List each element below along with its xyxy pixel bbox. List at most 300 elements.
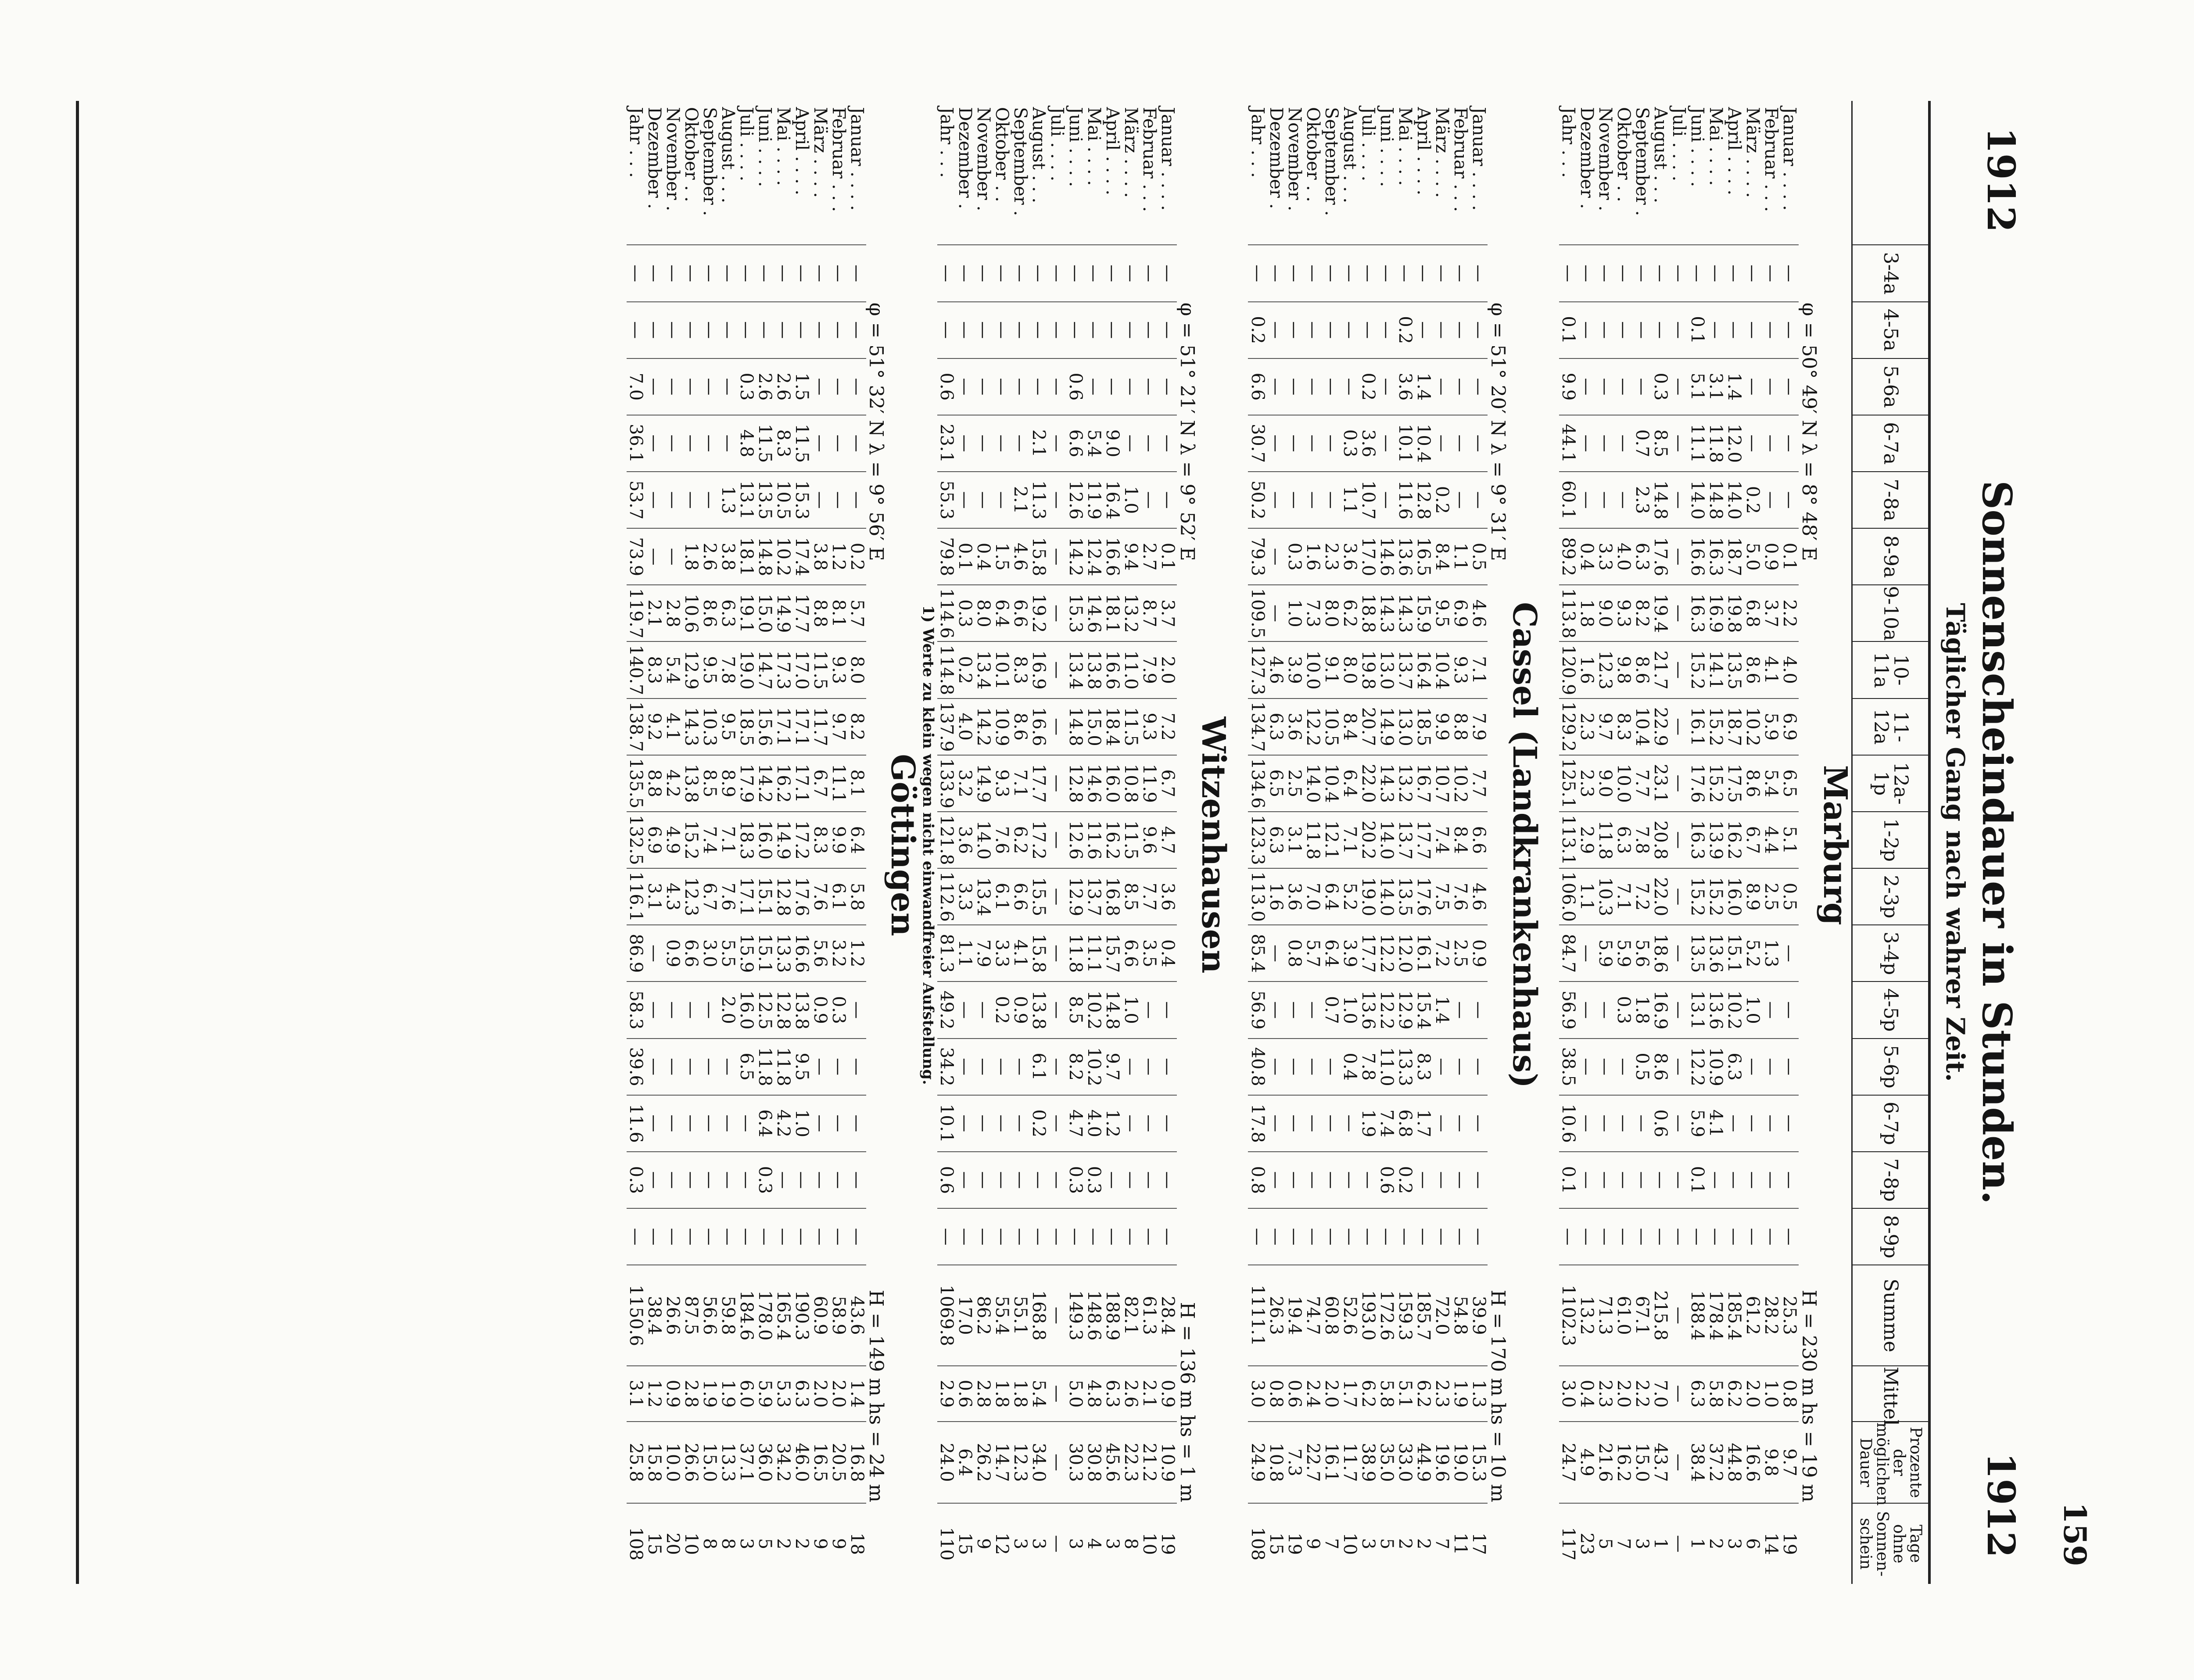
table-cell: 8.6 <box>1651 1039 1670 1095</box>
table-cell: 6.3 <box>1688 1366 1706 1422</box>
table-cell: 33.0 <box>1395 1422 1414 1503</box>
table-cell: — <box>1633 245 1651 301</box>
table-cell: — <box>1048 641 1066 698</box>
table-cell: 3 <box>1066 1503 1085 1584</box>
table-cell: 10.6 <box>682 585 700 641</box>
table-cell: — <box>1266 981 1285 1038</box>
latitude: φ = 51° 20′ N <box>1487 302 1509 437</box>
table-cell: 14.0 <box>1725 472 1743 528</box>
table-cell: 2.3 <box>1432 1366 1451 1422</box>
table-cell: 7.1 <box>1011 755 1029 812</box>
table-cell: 49.2 <box>937 981 956 1038</box>
column-header: 6-7p <box>1852 1095 1930 1152</box>
table-cell: 13.6 <box>1359 981 1377 1038</box>
table-cell: — <box>848 981 866 1038</box>
table-cell: 9 <box>811 1503 829 1584</box>
table-cell: — <box>1048 1095 1066 1152</box>
table-cell: — <box>1322 1208 1340 1265</box>
table-cell: — <box>1743 415 1762 472</box>
table-cell: — <box>1377 245 1395 301</box>
table-cell: 6.3 <box>792 1366 811 1422</box>
table-cell: — <box>1266 528 1285 585</box>
table-cell: 15.5 <box>1029 868 1048 925</box>
table-cell: 4.3 <box>663 868 682 925</box>
table-cell: 16.2 <box>1103 812 1122 868</box>
table-cell: — <box>1285 1152 1303 1208</box>
table-cell: 4 <box>1085 1503 1103 1584</box>
table-cell: 3.0 <box>700 925 719 981</box>
table-cell: — <box>1359 245 1377 301</box>
column-header <box>1852 101 1930 245</box>
table-cell: 17.9 <box>737 755 756 812</box>
table-cell: 17.1 <box>737 868 756 925</box>
table-cell: 8 <box>700 1503 719 1584</box>
table-cell: 7.5 <box>1432 868 1451 925</box>
table-cell: 18.1 <box>1103 585 1122 641</box>
month-label: April . . . . <box>792 107 812 195</box>
table-cell: 2.5 <box>1285 755 1303 812</box>
table-cell: 17.2 <box>792 812 811 868</box>
table-cell: 7.4 <box>700 812 719 868</box>
table-cell: 3.5 <box>1140 925 1158 981</box>
table-cell: 7.9 <box>1469 699 1488 755</box>
table-cell: 0.6 <box>1377 1152 1395 1208</box>
table-cell: 19.8 <box>1725 585 1743 641</box>
table-cell: 1.2 <box>848 925 866 981</box>
table-cell: — <box>1670 925 1688 981</box>
table-cell: 9.3 <box>829 641 848 698</box>
table-cell: 2.3 <box>1596 1366 1614 1422</box>
table-cell: — <box>1651 302 1670 358</box>
table-cell: — <box>1122 1095 1140 1152</box>
table-cell: — <box>1011 1039 1029 1095</box>
table-cell: — <box>682 1152 700 1208</box>
table-cell: — <box>1303 981 1322 1038</box>
table-cell: 9.4 <box>1122 528 1140 585</box>
table-cell: — <box>663 1095 682 1152</box>
table-cell: — <box>848 302 866 358</box>
table-cell: 6.2 <box>1359 1366 1377 1422</box>
table-cell: 5 <box>1377 1503 1395 1584</box>
station-height: H = 136 m <box>1176 1302 1198 1409</box>
table-cell: 8.3 <box>1011 641 1029 698</box>
table-cell: 17.1 <box>792 755 811 812</box>
month-label: März . . . . <box>1742 107 1763 198</box>
month-label: August . . . <box>718 107 739 203</box>
table-cell: 16.9 <box>1651 981 1670 1038</box>
table-cell: 4.6 <box>1469 585 1488 641</box>
table-cell: 13.0 <box>1377 641 1395 698</box>
table-cell: 8.5 <box>1122 868 1140 925</box>
table-cell: — <box>1266 925 1285 981</box>
table-cell: — <box>1577 1095 1596 1152</box>
table-cell: — <box>1451 1208 1469 1265</box>
table-cell: 17.7 <box>792 585 811 641</box>
table-cell: — <box>737 1152 756 1208</box>
table-cell: 10.5 <box>774 472 792 528</box>
table-cell: 14.7 <box>993 1422 1011 1503</box>
table-cell: 168.8 <box>1029 1265 1048 1366</box>
station-name: Göttingen <box>883 754 921 936</box>
year-left: 1912 <box>1979 127 2023 233</box>
table-cell: 137.9 <box>937 699 956 755</box>
table-cell: 86.2 <box>974 1265 993 1366</box>
table-cell: 58.3 <box>627 981 645 1038</box>
table-cell: — <box>1322 1039 1340 1095</box>
table-cell: — <box>829 302 848 358</box>
table-cell: 15 <box>645 1503 663 1584</box>
table-cell: — <box>645 1095 663 1152</box>
table-cell: — <box>663 981 682 1038</box>
table-cell: 14.6 <box>1085 585 1103 641</box>
table-cell: 9.0 <box>1596 585 1614 641</box>
table-cell: 135.5 <box>627 755 645 812</box>
table-cell: 20.8 <box>1651 812 1670 868</box>
table-cell: 15.9 <box>737 925 756 981</box>
table-cell: 6.7 <box>700 868 719 925</box>
table-cell: 0.2 <box>1432 472 1451 528</box>
table-cell: 3 <box>1633 1503 1651 1584</box>
table-cell: 39.6 <box>627 1039 645 1095</box>
month-label: Juli . . . . <box>1358 107 1378 182</box>
table-cell: 8.8 <box>645 755 663 812</box>
table-cell: — <box>1395 245 1414 301</box>
section-spacer <box>1541 101 1559 1584</box>
table-cell: — <box>1085 302 1103 358</box>
table-cell: 1.4 <box>1432 981 1451 1038</box>
table-row <box>682 101 700 1584</box>
table-cell: 0.7 <box>1633 415 1651 472</box>
table-cell: 1.0 <box>1122 981 1140 1038</box>
table-cell: 0.2 <box>1743 472 1762 528</box>
table-cell: — <box>1633 302 1651 358</box>
table-cell: — <box>1451 1039 1469 1095</box>
table-cell: 28.2 <box>1762 1265 1780 1366</box>
table-cell: — <box>792 302 811 358</box>
table-cell: 6.7 <box>811 755 829 812</box>
table-cell: — <box>663 415 682 472</box>
table-cell: 6.2 <box>1725 1366 1743 1422</box>
table-cell: — <box>1469 245 1488 301</box>
table-cell: 15.8 <box>1029 925 1048 981</box>
table-cell: — <box>1725 1208 1743 1265</box>
table-cell: — <box>1780 1039 1799 1095</box>
table-cell: 6.5 <box>1780 755 1799 812</box>
station-coordinates <box>1799 101 1818 1584</box>
table-cell: 10.3 <box>700 699 719 755</box>
table-cell: 19 <box>1285 1503 1303 1584</box>
table-cell: — <box>1266 1208 1285 1265</box>
table-cell: 6.8 <box>1395 1095 1414 1152</box>
table-cell: — <box>1158 415 1177 472</box>
table-cell: 0.9 <box>1469 925 1488 981</box>
table-cell: — <box>1670 1265 1688 1366</box>
table-cell: 6.4 <box>848 812 866 868</box>
table-cell: — <box>993 358 1011 415</box>
table-cell: 15.6 <box>756 699 774 755</box>
table-cell: — <box>1285 302 1303 358</box>
table-cell: — <box>792 1208 811 1265</box>
table-cell: — <box>1158 1039 1177 1095</box>
table-cell: 2.0 <box>829 1366 848 1422</box>
table-cell: 20 <box>663 1503 682 1584</box>
table-cell: 7.2 <box>1633 868 1651 925</box>
table-cell: — <box>1596 415 1614 472</box>
table-cell: 5.8 <box>1377 1366 1395 1422</box>
table-cell: — <box>1048 812 1066 868</box>
table-cell: — <box>682 981 700 1038</box>
table-cell: 30.8 <box>1085 1422 1103 1503</box>
table-cell: 8.1 <box>829 585 848 641</box>
column-header: 7-8p <box>1852 1152 1930 1208</box>
table-cell: — <box>1577 302 1596 358</box>
table-cell: — <box>1451 245 1469 301</box>
table-row <box>993 101 1011 1584</box>
table-cell: 6.0 <box>737 1366 756 1422</box>
table-cell: — <box>1596 302 1614 358</box>
table-cell: — <box>1303 302 1322 358</box>
table-cell: 8 <box>1122 1503 1140 1584</box>
table-cell: 149.3 <box>1066 1265 1085 1366</box>
column-header: 8-9p <box>1852 1208 1930 1265</box>
table-row <box>1706 101 1725 1584</box>
table-cell: 10.4 <box>1414 415 1432 472</box>
table-cell: 12.3 <box>682 868 700 925</box>
table-cell: 1.0 <box>1743 981 1762 1038</box>
table-cell: 30.7 <box>1248 415 1266 472</box>
table-cell: 2 <box>792 1503 811 1584</box>
table-cell: 215.8 <box>1651 1265 1670 1366</box>
station-coordinates <box>866 101 886 1584</box>
table-cell: 9.0 <box>1596 755 1614 812</box>
table-row <box>956 101 974 1584</box>
month-label: Juli . . . . <box>736 107 757 182</box>
table-cell: 2.5 <box>1762 868 1780 925</box>
table-cell: 17.6 <box>1651 528 1670 585</box>
table-cell: 7 <box>1432 1503 1451 1584</box>
table-cell: 39.9 <box>1469 1265 1488 1366</box>
table-cell: 9.8 <box>1762 1422 1780 1503</box>
table-cell: 8.4 <box>1451 812 1469 868</box>
table-cell: — <box>1670 981 1688 1038</box>
table-cell: 10.4 <box>1432 641 1451 698</box>
table-cell: 1.7 <box>1340 1366 1359 1422</box>
table-cell: 14.8 <box>1706 472 1725 528</box>
table-cell: — <box>1780 1152 1799 1208</box>
table-cell: 8.7 <box>1140 585 1158 641</box>
table-cell: 9.3 <box>1140 699 1158 755</box>
table-cell: 0.3 <box>1066 1152 1085 1208</box>
table-cell: 13.6 <box>1395 528 1414 585</box>
table-cell: — <box>974 1208 993 1265</box>
table-cell: 6.9 <box>1451 585 1469 641</box>
table-cell: 18.6 <box>1651 925 1670 981</box>
table-cell: 10.0 <box>1303 641 1322 698</box>
table-cell: 17.3 <box>774 641 792 698</box>
table-cell: 34.2 <box>937 1039 956 1095</box>
table-cell: — <box>811 1095 829 1152</box>
table-cell: 16.1 <box>1688 699 1706 755</box>
table-cell: 6.2 <box>1340 585 1359 641</box>
table-cell: 6.3 <box>1614 812 1633 868</box>
table-cell: 2.6 <box>774 358 792 415</box>
table-cell: — <box>1322 302 1340 358</box>
table-cell: — <box>1285 1095 1303 1152</box>
table-cell: 16.6 <box>1688 528 1706 585</box>
table-cell: 6.4 <box>956 1422 974 1503</box>
table-cell: 3.8 <box>811 528 829 585</box>
table-cell: — <box>1303 1095 1322 1152</box>
table-cell: 28.4 <box>1158 1265 1177 1366</box>
table-cell: 17.1 <box>792 699 811 755</box>
table-cell: 16.7 <box>1414 755 1432 812</box>
table-cell: — <box>1432 1152 1451 1208</box>
table-cell: 15.1 <box>756 868 774 925</box>
table-cell: 1.6 <box>1266 868 1285 925</box>
table-cell: 8.4 <box>1432 528 1451 585</box>
table-cell: — <box>682 1039 700 1095</box>
month-label: November . <box>973 107 994 211</box>
table-cell: — <box>1596 245 1614 301</box>
table-cell: 11.6 <box>627 1095 645 1152</box>
table-cell: 16.6 <box>1103 641 1122 698</box>
table-cell: — <box>627 1208 645 1265</box>
table-cell: 10.9 <box>1706 1039 1725 1095</box>
table-row <box>1451 101 1469 1584</box>
table-cell: — <box>956 981 974 1038</box>
month-label: Juni . . . . <box>755 107 775 187</box>
table-cell: 12.6 <box>1066 472 1085 528</box>
table-cell: 4.6 <box>1266 641 1285 698</box>
table-cell: 2.0 <box>1743 1366 1762 1422</box>
table-cell: 0.3 <box>1651 358 1670 415</box>
table-cell: 12.3 <box>1596 641 1614 698</box>
table-cell: — <box>774 245 792 301</box>
latitude: φ = 51° 21′ N <box>1176 302 1198 437</box>
table-cell: 1.7 <box>1414 1095 1432 1152</box>
table-cell: 13.4 <box>1066 641 1085 698</box>
month-label: Jahr . . . <box>1247 107 1268 178</box>
table-cell: — <box>1743 1095 1762 1152</box>
table-cell: — <box>1158 245 1177 301</box>
table-cell: — <box>1285 472 1303 528</box>
table-cell: — <box>1651 1152 1670 1208</box>
table-cell: 72.0 <box>1432 1265 1451 1366</box>
table-cell: 14.0 <box>1303 755 1322 812</box>
table-cell: — <box>848 1152 866 1208</box>
table-cell: — <box>1614 302 1633 358</box>
table-cell: — <box>1248 1208 1266 1265</box>
table-cell: 13.3 <box>774 925 792 981</box>
table-cell: 14.0 <box>974 812 993 868</box>
table-cell: 7.8 <box>719 641 737 698</box>
table-cell: 6.3 <box>719 585 737 641</box>
table-cell: 52.6 <box>1340 1265 1359 1366</box>
table-cell: — <box>1122 415 1140 472</box>
table-cell: 10.0 <box>1614 755 1633 812</box>
table-cell: 15.8 <box>1029 528 1048 585</box>
table-row <box>1140 101 1158 1584</box>
table-cell: — <box>1340 358 1359 415</box>
table-row <box>1670 101 1688 1584</box>
table-cell: 12.6 <box>1066 812 1085 868</box>
table-cell: 1.0 <box>1285 585 1303 641</box>
station-height: H = 149 m <box>865 1290 888 1397</box>
table-cell: 0.9 <box>663 925 682 981</box>
table-cell: 3.2 <box>956 755 974 812</box>
table-cell: 14.1 <box>1706 641 1725 698</box>
table-cell: 8.0 <box>1322 585 1340 641</box>
table-cell: 0.6 <box>1066 358 1085 415</box>
table-cell: 11.1 <box>1688 415 1706 472</box>
table-cell: 3 <box>1011 1503 1029 1584</box>
table-cell: — <box>1780 1095 1799 1152</box>
table-cell: 8.8 <box>1451 699 1469 755</box>
table-cell: 8.2 <box>848 699 866 755</box>
table-cell: — <box>1048 755 1066 812</box>
table-cell: 19 <box>1780 1503 1799 1584</box>
month-label: Dezember . <box>644 107 665 209</box>
table-cell: 2.3 <box>1633 472 1651 528</box>
table-cell: 16.8 <box>1103 868 1122 925</box>
table-cell: 2 <box>1706 1503 1725 1584</box>
table-cell: 4.1 <box>663 699 682 755</box>
table-cell: 1.9 <box>719 1366 737 1422</box>
table-cell: 3.7 <box>1762 585 1780 641</box>
table-cell: 7.1 <box>1469 641 1488 698</box>
table-cell: 14 <box>1762 1503 1780 1584</box>
table-cell: — <box>627 245 645 301</box>
table-cell: 7.6 <box>1451 868 1469 925</box>
table-cell: 5.2 <box>1743 925 1762 981</box>
table-cell: 133.9 <box>937 755 956 812</box>
table-cell: 16.9 <box>1029 641 1048 698</box>
table-cell: 9.9 <box>1559 358 1577 415</box>
table-cell: 5 <box>756 1503 774 1584</box>
column-header: 7-8a <box>1852 472 1930 528</box>
table-cell: — <box>1322 472 1340 528</box>
table-cell: — <box>1614 245 1633 301</box>
table-cell: — <box>663 1039 682 1095</box>
table-cell: — <box>1469 981 1488 1038</box>
table-cell: 16.0 <box>1725 868 1743 925</box>
table-cell: — <box>1688 245 1706 301</box>
table-cell: — <box>1596 1095 1614 1152</box>
table-cell: 13.3 <box>1395 1039 1414 1095</box>
table-cell: 13.8 <box>1029 981 1048 1038</box>
table-cell: 0.1 <box>1780 528 1799 585</box>
table-cell: 14.8 <box>1103 981 1122 1038</box>
table-cell: 2.0 <box>719 981 737 1038</box>
table-cell: 10.2 <box>1743 699 1762 755</box>
table-cell: — <box>1085 1208 1103 1265</box>
table-cell: — <box>1377 1208 1395 1265</box>
table-cell: — <box>974 302 993 358</box>
table-cell: 8.9 <box>719 755 737 812</box>
table-cell: 38.5 <box>1559 1039 1577 1095</box>
table-cell: — <box>663 1152 682 1208</box>
table-cell: 10.4 <box>1633 699 1651 755</box>
table-cell: — <box>1743 1152 1762 1208</box>
table-cell: — <box>700 1039 719 1095</box>
table-cell: 0.2 <box>1029 1095 1048 1152</box>
table-cell: 26.2 <box>974 1422 993 1503</box>
table-cell: — <box>1048 1039 1066 1095</box>
table-cell: 60.8 <box>1322 1265 1340 1366</box>
table-cell: — <box>1651 1208 1670 1265</box>
table-cell: 11.8 <box>1303 812 1322 868</box>
table-cell: — <box>974 415 993 472</box>
